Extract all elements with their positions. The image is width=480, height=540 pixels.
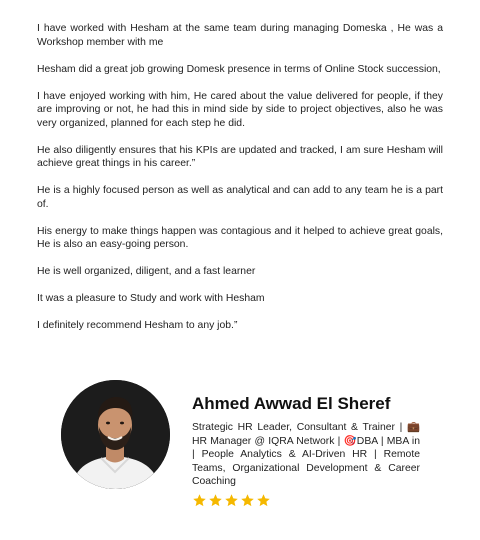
testimonial-paragraph: He also diligently ensures that his KPIs are updated and tracked, I am sure Hesham will achieve great things in his career.” (37, 144, 443, 169)
testimonial-paragraph: His energy to make things happen was contagious and it helped to achieve great goals, He is also an easy-going person. (37, 225, 443, 250)
testimonial-text (37, 22, 443, 346)
author-profile (61, 380, 441, 530)
avatar-portrait-icon (61, 380, 170, 489)
testimonial-paragraph: Hesham did a great job growing Domesk presence in terms of Online Stock succession, (37, 63, 441, 75)
star-icon (224, 493, 239, 508)
testimonial-paragraph: It was a pleasure to Study and work with Hesham (37, 293, 265, 304)
star-icon (256, 493, 271, 508)
testimonial-paragraph: I definitely recommend Hesham to any job.” (37, 320, 238, 331)
testimonial-paragraph: He is well organized, diligent, and a fast learner (37, 266, 256, 277)
testimonial-paragraph: I have enjoyed working with him, He cared about the value delivered for people, if they are improving or not, he had this in mind side by side to project objectives, also he was very organized, planned for each step he did. (37, 90, 443, 129)
star-icon (208, 493, 223, 508)
star-icon (192, 493, 207, 508)
avatar (61, 380, 170, 489)
author-info (192, 393, 420, 509)
star-rating (192, 493, 420, 509)
star-icon (240, 493, 255, 508)
author-name: Ahmed Awwad El Sheref (192, 394, 391, 413)
testimonial-paragraph: He is a highly focused person as well as analytical and can add to any team he is a part of. (37, 185, 443, 210)
testimonial-paragraph: I have worked with Hesham at the same team during managing Domeska , He was a Workshop member with me (37, 23, 443, 48)
author-headline: Strategic HR Leader, Consultant & Trainer | 💼HR Manager @ IQRA Network | 🎯DBA | MBA in | People Analytics & AI-Driven HR | Remote Teams, Organizational Development & Career Coaching (192, 422, 420, 487)
